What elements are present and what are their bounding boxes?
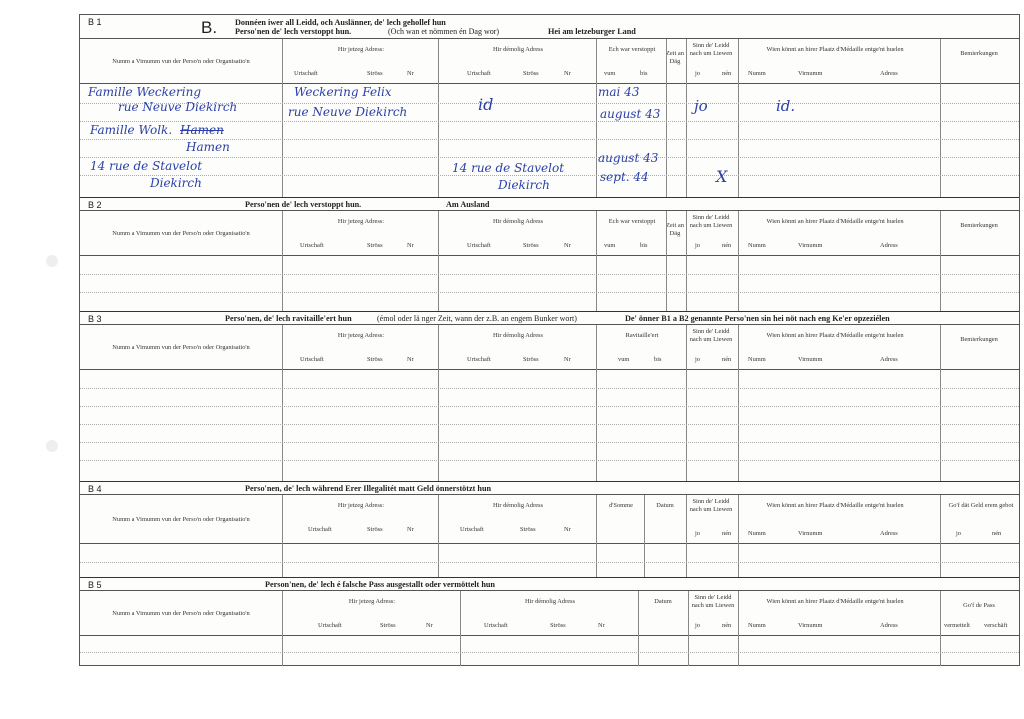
column-header [80,590,1019,636]
col-street: Ströss [523,356,539,363]
col-address: Adress [880,356,898,363]
section-subtitle: Perso'nen de' lech verstoppt hun. [235,27,352,36]
col-alive: Sinn de' Leidd nach um Liewen [689,214,733,229]
col-medal: Wien könnt an hirer Plaatz d'Médaille entge'nt huelen [766,502,904,509]
section-title: Donnéen iwer all Leidd, och Auslänner, de' lech gehollef hun [235,18,446,27]
section-b1 [80,15,1019,197]
col-locality: Urtschaft [467,70,491,77]
col-no: nén [722,622,732,629]
col-to: bis [654,356,662,363]
col-name: Numm a Vimumm vun der Perso'n oder Organisatio'n [112,344,250,351]
binder-hole-bottom [46,440,58,452]
section-note: (Och wan et nömmen én Dag wor) [388,27,500,36]
col-street: Ströss [523,242,539,249]
col-no: nén [722,530,732,537]
entry-former-address: id [478,95,494,114]
section-location: Hei am letzeburger Land [548,27,636,36]
entry-name: Hamen [186,140,230,154]
col-sum: d'Somme [609,502,633,509]
col-alive: Sinn de' Leidd nach um Liewen [689,328,733,343]
col-current-address: Hir jetzeg Adress: [337,218,385,225]
binder-hole-top [46,255,58,267]
column-header [80,38,1019,84]
col-address: Adress [880,242,898,249]
col-locality: Urtschaft [460,526,484,533]
col-remarks: Bemierkungen [960,222,998,229]
col-number: Nr [564,242,571,249]
col-locality: Urtschaft [300,356,324,363]
col-number: Nr [598,622,605,629]
entry-from: august 43 [598,151,659,165]
col-remarks: Bemierkungen [960,50,998,57]
col-days: Zeit an Däg [666,222,684,237]
entry-name: Famille Weckering [88,85,202,99]
col-first-name: Virnumm [798,242,823,249]
col-days: Zeit an Däg [666,50,684,65]
col-street: Ströss [520,526,536,533]
entry-name-address: Diekirch [150,176,202,190]
section-title: Perso'nen, de' lech ravitaille'ert hun [225,314,352,323]
col-first-name: Virnumm [798,356,823,363]
col-street: Ströss [380,622,396,629]
col-locality: Urtschaft [467,242,491,249]
col-name: Numm a Vimumm vun der Perso'n oder Organisatio'n [112,230,250,237]
entry-from: mai 43 [598,85,640,99]
col-address: Adress [880,530,898,537]
col-name: Numm a Vimumm vun der Perso'n oder Organisatio'n [112,58,250,65]
col-alive: Sinn de' Leidd nach um Liewen [689,498,733,513]
entry-to: sept. 44 [600,170,649,184]
entry-name: Famille Wolk. [90,123,173,137]
col-address: Adress [880,622,898,629]
col-hidden: Ech war verstoppt [608,46,656,53]
col-to: bis [640,242,648,249]
entry-name-struck: Hamen [180,123,224,137]
col-yes: jo [695,70,700,77]
col-from: vum [604,70,616,77]
entry-former-address: 14 rue de Stavelot [452,161,565,175]
section-b2 [80,197,1019,311]
section-code: B 4 [88,484,102,494]
col-current-address: Hir jetzeg Adress: [337,502,385,509]
col-locality: Urtschaft [467,356,491,363]
col-alive: Sinn de' Leidd nach um Liewen [691,594,735,609]
section-code: B 3 [88,314,102,324]
entry-alive: jo [694,97,708,115]
col-remarks: Bemierkungen [960,336,998,343]
col-yes: jo [695,622,700,629]
col-street: Ströss [523,70,539,77]
col-former-address: Hir démolig Adress [492,502,544,509]
col-medal: Wien könnt an hirer Plaatz d'Médaille entge'nt huelen [766,46,904,53]
col-first-name-short: Numm [748,530,766,537]
col-issued: vermettelt [944,622,970,629]
col-current-address: Hir jetzeg Adress: [348,598,396,605]
section-instruction: De' önner B1 a B2 genannte Perso'nen sin hei nöt nach eng Ke'er opzeziélen [625,314,890,323]
column-header [80,210,1019,256]
col-medal: Wien könnt an hirer Plaatz d'Médaille entge'nt huelen [766,598,904,605]
entry-mark: X [716,167,728,186]
col-first-name-short: Numm [748,70,766,77]
col-hidden: Ech war verstoppt [608,218,656,225]
col-locality: Urtschaft [484,622,508,629]
col-name: Numm a Vimumm vun der Perso'n oder Organisatio'n [112,610,250,617]
col-street: Ströss [367,242,383,249]
col-number: Nr [426,622,433,629]
col-number: Nr [407,526,414,533]
section-title: Person'nen, de' lech é falsche Pass ausgestallt oder vermöttelt hun [265,580,495,589]
col-locality: Urtschaft [308,526,332,533]
section-code: B 1 [88,17,102,27]
section-code: B 5 [88,580,102,590]
col-former-address: Hir démolig Adress [492,332,544,339]
section-code: B 2 [88,200,102,210]
col-number: Nr [407,356,414,363]
col-yes: jo [695,242,700,249]
col-first-name-short: Numm [748,622,766,629]
col-no: nén [722,242,732,249]
col-yes: jo [695,530,700,537]
col-former-address: Hir démolig Adress [492,218,544,225]
col-yes: jo [695,356,700,363]
section-title: Perso'nen de' lech verstoppt hun. [245,200,362,209]
col-former-address: Hir démolig Adress [524,598,576,605]
section-location: Am Ausland [446,200,490,209]
entry-to: august 43 [600,107,661,121]
col-first-name-short: Numm [748,242,766,249]
col-street: Ströss [367,70,383,77]
col-current-address: Hir jetzeg Adress: [337,332,385,339]
column-header [80,324,1019,370]
col-locality: Urtschaft [318,622,342,629]
col-from: vum [618,356,630,363]
col-medal: Wien könnt an hirer Plaatz d'Médaille entge'nt huelen [766,218,904,225]
section-title: Perso'nen, de' lech während Erer Illegalitét matt Geld önnerstötzt hun [245,484,492,493]
col-number: Nr [564,356,571,363]
col-number: Nr [407,242,414,249]
entry-name-address: rue Neuve Diekirch [118,100,238,114]
col-no: nén [722,356,732,363]
col-first-name: Virnumm [798,530,823,537]
entry-current-address: rue Neuve Diekirch [288,105,408,119]
entry-name-address: 14 rue de Stavelot [90,159,203,173]
col-current-address: Hir jetzeg Adress: [337,46,385,53]
col-street: Ströss [550,622,566,629]
col-to: bis [640,70,648,77]
col-procured: verschäft [984,622,1008,629]
col-name: Numm a Vimumm vun der Perso'n oder Organisatio'n [112,516,250,523]
entry-medal: id. [776,97,796,115]
col-no: nén [992,530,1002,537]
form-sheet [79,14,1020,666]
col-street: Ströss [367,356,383,363]
col-locality: Urtschaft [294,70,318,77]
entry-former-address: Diekirch [498,178,550,192]
col-first-name: Virnumm [798,70,823,77]
col-date: Datum [654,598,672,605]
col-money-back: Go'f dät Geld erem gebot [948,502,1014,509]
col-yes: jo [956,530,961,537]
section-b3 [80,311,1019,481]
col-first-name: Virnumm [798,622,823,629]
col-alive: Sinn de' Leidd nach um Liewen [689,42,733,57]
col-number: Nr [564,526,571,533]
col-ravitaille: Ravitaille'ert [625,332,659,339]
col-pass: Go'f de Pass [963,602,995,609]
col-number: Nr [407,70,414,77]
section-b4 [80,481,1019,577]
col-from: vum [604,242,616,249]
col-address: Adress [880,70,898,77]
section-note: (émol oder lä nger Zeit, wann der z.B. an engem Bunker wort) [377,314,577,323]
col-street: Ströss [367,526,383,533]
col-locality: Urtschaft [300,242,324,249]
col-medal: Wien könnt an hirer Plaatz d'Médaille entge'nt huelen [766,332,904,339]
col-former-address: Hir démolig Adress [492,46,544,53]
col-no: nén [722,70,732,77]
col-number: Nr [564,70,571,77]
col-first-name-short: Numm [748,356,766,363]
section-b5 [80,577,1019,665]
column-header [80,494,1019,544]
section-letter: B. [201,18,218,37]
entry-current-address: Weckering Felix [294,85,392,99]
col-date: Datum [656,502,674,509]
